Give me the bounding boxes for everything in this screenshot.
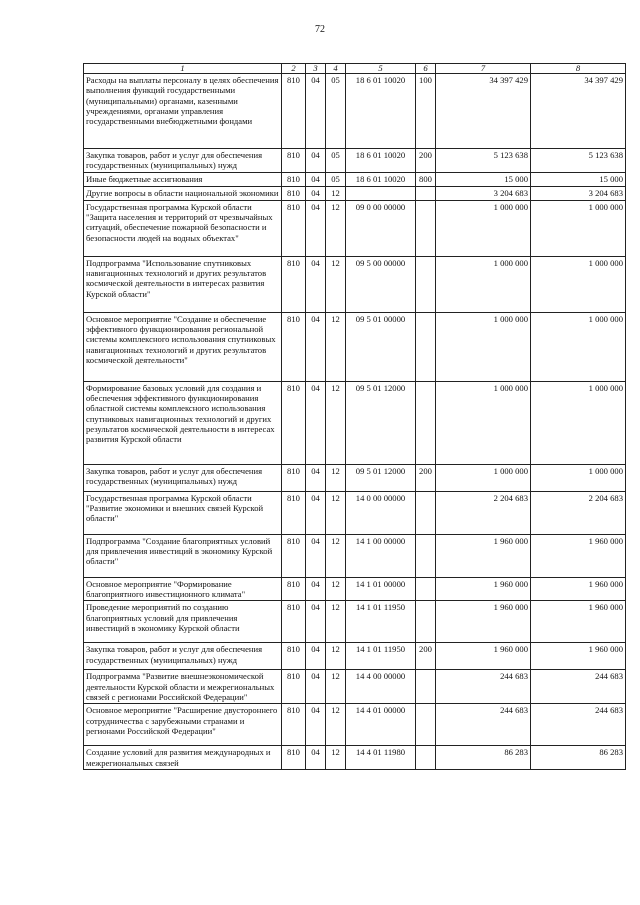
cell-expense-type — [416, 577, 436, 601]
cell-expense-type — [416, 670, 436, 704]
row-name: Основное мероприятие "Создание и обеспечение эффективного функционирования региональной системы комплексного использования спутниковых навигационных технологий и других результатов космической деятельности" — [84, 312, 282, 381]
cell-grbs: 810 — [282, 200, 306, 256]
cell-grbs: 810 — [282, 172, 306, 186]
cell-section: 04 — [306, 200, 326, 256]
cell-subsection: 12 — [326, 200, 346, 256]
row-name: Иные бюджетные ассигнования — [84, 172, 282, 186]
cell-section: 04 — [306, 534, 326, 577]
cell-subsection: 12 — [326, 577, 346, 601]
cell-section: 04 — [306, 149, 326, 173]
row-name: Подпрограмма "Развитие внешнеэкономической деятельности Курской области и межрегиональных связей с регионами Российской Федерации" — [84, 670, 282, 704]
cell-expense-type: 200 — [416, 464, 436, 491]
cell-target-article: 18 6 01 10020 — [346, 172, 416, 186]
cell-grbs: 810 — [282, 704, 306, 746]
cell-amount-2: 1 000 000 — [531, 464, 626, 491]
cell-section: 04 — [306, 464, 326, 491]
cell-amount-1: 2 204 683 — [436, 491, 531, 534]
table-row — [84, 149, 626, 173]
cell-amount-2: 1 960 000 — [531, 601, 626, 643]
cell-amount-2: 1 960 000 — [531, 643, 626, 670]
cell-target-article — [346, 186, 416, 200]
header-cell: 8 — [531, 64, 626, 74]
cell-amount-2: 5 123 638 — [531, 149, 626, 173]
cell-amount-1: 244 683 — [436, 670, 531, 704]
cell-target-article: 09 0 00 00000 — [346, 200, 416, 256]
cell-amount-2: 3 204 683 — [531, 186, 626, 200]
cell-subsection: 05 — [326, 172, 346, 186]
cell-subsection: 12 — [326, 491, 346, 534]
table-row — [84, 643, 626, 670]
header-cell: 6 — [416, 64, 436, 74]
table-header-row — [84, 64, 626, 74]
cell-grbs: 810 — [282, 534, 306, 577]
row-name: Расходы на выплаты персоналу в целях обеспечения выполнения функций государственными (муниципальными) органами, казенными учреждениями, органами управления государственными внебюджетными фондами — [84, 74, 282, 149]
cell-subsection: 12 — [326, 381, 346, 464]
cell-expense-type — [416, 601, 436, 643]
cell-subsection: 12 — [326, 256, 346, 312]
cell-amount-2: 1 000 000 — [531, 200, 626, 256]
cell-amount-2: 1 960 000 — [531, 534, 626, 577]
table-row — [84, 704, 626, 746]
cell-amount-2: 244 683 — [531, 704, 626, 746]
cell-subsection: 12 — [326, 746, 346, 770]
cell-target-article: 14 1 01 11950 — [346, 643, 416, 670]
header-cell: 1 — [84, 64, 282, 74]
cell-expense-type — [416, 312, 436, 381]
cell-expense-type: 100 — [416, 74, 436, 149]
cell-amount-1: 1 960 000 — [436, 643, 531, 670]
cell-section: 04 — [306, 491, 326, 534]
cell-subsection: 12 — [326, 704, 346, 746]
cell-section: 04 — [306, 74, 326, 149]
cell-section: 04 — [306, 746, 326, 770]
header-cell: 3 — [306, 64, 326, 74]
cell-target-article: 09 5 01 00000 — [346, 312, 416, 381]
cell-expense-type — [416, 381, 436, 464]
row-name: Государственная программа Курской области "Развитие экономики и внешних связей Курской области" — [84, 491, 282, 534]
cell-amount-1: 3 204 683 — [436, 186, 531, 200]
table-row — [84, 534, 626, 577]
cell-expense-type — [416, 186, 436, 200]
table-row — [84, 312, 626, 381]
cell-section: 04 — [306, 577, 326, 601]
cell-subsection: 05 — [326, 149, 346, 173]
cell-amount-1: 86 283 — [436, 746, 531, 770]
cell-grbs: 810 — [282, 256, 306, 312]
cell-subsection: 12 — [326, 464, 346, 491]
table-row — [84, 746, 626, 770]
cell-subsection: 12 — [326, 312, 346, 381]
cell-target-article: 14 4 01 00000 — [346, 704, 416, 746]
row-name: Закупка товаров, работ и услуг для обеспечения государственных (муниципальных) нужд — [84, 643, 282, 670]
cell-grbs: 810 — [282, 464, 306, 491]
cell-grbs: 810 — [282, 491, 306, 534]
cell-section: 04 — [306, 643, 326, 670]
cell-expense-type — [416, 491, 436, 534]
cell-target-article: 14 0 00 00000 — [346, 491, 416, 534]
cell-expense-type — [416, 746, 436, 770]
cell-target-article: 18 6 01 10020 — [346, 149, 416, 173]
table-row — [84, 74, 626, 149]
cell-amount-2: 34 397 429 — [531, 74, 626, 149]
cell-subsection: 12 — [326, 643, 346, 670]
cell-amount-2: 1 000 000 — [531, 312, 626, 381]
table-row — [84, 670, 626, 704]
cell-amount-1: 1 960 000 — [436, 534, 531, 577]
table-row — [84, 577, 626, 601]
cell-grbs: 810 — [282, 643, 306, 670]
cell-grbs: 810 — [282, 74, 306, 149]
cell-amount-1: 1 960 000 — [436, 577, 531, 601]
cell-section: 04 — [306, 256, 326, 312]
cell-section: 04 — [306, 381, 326, 464]
cell-expense-type — [416, 200, 436, 256]
cell-amount-1: 1 000 000 — [436, 464, 531, 491]
cell-amount-2: 244 683 — [531, 670, 626, 704]
cell-amount-1: 5 123 638 — [436, 149, 531, 173]
row-name: Подпрограмма "Создание благоприятных условий для привлечения инвестиций в экономику Курской области" — [84, 534, 282, 577]
cell-grbs: 810 — [282, 746, 306, 770]
header-cell: 2 — [282, 64, 306, 74]
cell-target-article: 09 5 00 00000 — [346, 256, 416, 312]
cell-expense-type — [416, 256, 436, 312]
cell-amount-2: 15 000 — [531, 172, 626, 186]
cell-section: 04 — [306, 312, 326, 381]
cell-amount-1: 1 000 000 — [436, 256, 531, 312]
cell-amount-1: 15 000 — [436, 172, 531, 186]
header-cell: 7 — [436, 64, 531, 74]
cell-target-article: 18 6 01 10020 — [346, 74, 416, 149]
cell-amount-1: 1 000 000 — [436, 312, 531, 381]
cell-expense-type: 200 — [416, 149, 436, 173]
cell-target-article: 09 5 01 12000 — [346, 464, 416, 491]
cell-amount-2: 1 000 000 — [531, 256, 626, 312]
cell-amount-1: 244 683 — [436, 704, 531, 746]
cell-grbs: 810 — [282, 149, 306, 173]
cell-section: 04 — [306, 601, 326, 643]
table-row — [84, 464, 626, 491]
page-number: 72 — [315, 24, 325, 35]
cell-amount-1: 1 000 000 — [436, 381, 531, 464]
cell-subsection: 12 — [326, 534, 346, 577]
cell-section: 04 — [306, 704, 326, 746]
table-row — [84, 491, 626, 534]
table-row — [84, 186, 626, 200]
cell-grbs: 810 — [282, 381, 306, 464]
header-cell: 5 — [346, 64, 416, 74]
cell-grbs: 810 — [282, 670, 306, 704]
cell-subsection: 12 — [326, 186, 346, 200]
cell-amount-2: 1 000 000 — [531, 381, 626, 464]
row-name: Основное мероприятие "Формирование благоприятного инвестиционного климата" — [84, 577, 282, 601]
cell-expense-type — [416, 704, 436, 746]
cell-amount-1: 34 397 429 — [436, 74, 531, 149]
cell-grbs: 810 — [282, 601, 306, 643]
cell-subsection: 05 — [326, 74, 346, 149]
header-cell: 4 — [326, 64, 346, 74]
cell-target-article: 14 1 00 00000 — [346, 534, 416, 577]
cell-grbs: 810 — [282, 312, 306, 381]
cell-expense-type: 800 — [416, 172, 436, 186]
cell-target-article: 09 5 01 12000 — [346, 381, 416, 464]
cell-section: 04 — [306, 670, 326, 704]
row-name: Государственная программа Курской области "Защита населения и территорий от чрезвычайных ситуаций, обеспечение пожарной безопасности и безопасности людей на водных объектах" — [84, 200, 282, 256]
cell-section: 04 — [306, 172, 326, 186]
table-row — [84, 381, 626, 464]
cell-grbs: 810 — [282, 186, 306, 200]
row-name: Закупка товаров, работ и услуг для обеспечения государственных (муниципальных) нужд — [84, 149, 282, 173]
cell-expense-type: 200 — [416, 643, 436, 670]
cell-expense-type — [416, 534, 436, 577]
cell-target-article: 14 4 00 00000 — [346, 670, 416, 704]
cell-amount-2: 1 960 000 — [531, 577, 626, 601]
cell-target-article: 14 4 01 11980 — [346, 746, 416, 770]
table-row — [84, 200, 626, 256]
row-name: Проведение мероприятий по созданию благоприятных условий для привлечения инвестиций в экономику Курской области — [84, 601, 282, 643]
cell-amount-1: 1 960 000 — [436, 601, 531, 643]
cell-target-article: 14 1 01 00000 — [346, 577, 416, 601]
budget-table — [83, 63, 626, 770]
row-name: Подпрограмма "Использование спутниковых навигационных технологий и других результатов космической деятельности в интересах развития Курской области" — [84, 256, 282, 312]
cell-section: 04 — [306, 186, 326, 200]
cell-amount-2: 2 204 683 — [531, 491, 626, 534]
row-name: Закупка товаров, работ и услуг для обеспечения государственных (муниципальных) нужд — [84, 464, 282, 491]
cell-target-article: 14 1 01 11950 — [346, 601, 416, 643]
cell-amount-2: 86 283 — [531, 746, 626, 770]
cell-grbs: 810 — [282, 577, 306, 601]
cell-subsection: 12 — [326, 670, 346, 704]
row-name: Формирование базовых условий для создания и обеспечения эффективного функционирования областной системы комплексного использования спутниковых навигационных технологий и других результатов космической деятельности в интересах развития Курской области — [84, 381, 282, 464]
cell-amount-1: 1 000 000 — [436, 200, 531, 256]
table-row — [84, 256, 626, 312]
table-row — [84, 601, 626, 643]
cell-subsection: 12 — [326, 601, 346, 643]
row-name: Другие вопросы в области национальной экономики — [84, 186, 282, 200]
row-name: Основное мероприятие "Расширение двустороннего сотрудничества с зарубежными странами и регионами Российской Федерации" — [84, 704, 282, 746]
row-name: Создание условий для развития международных и межрегиональных связей — [84, 746, 282, 770]
table-row — [84, 172, 626, 186]
